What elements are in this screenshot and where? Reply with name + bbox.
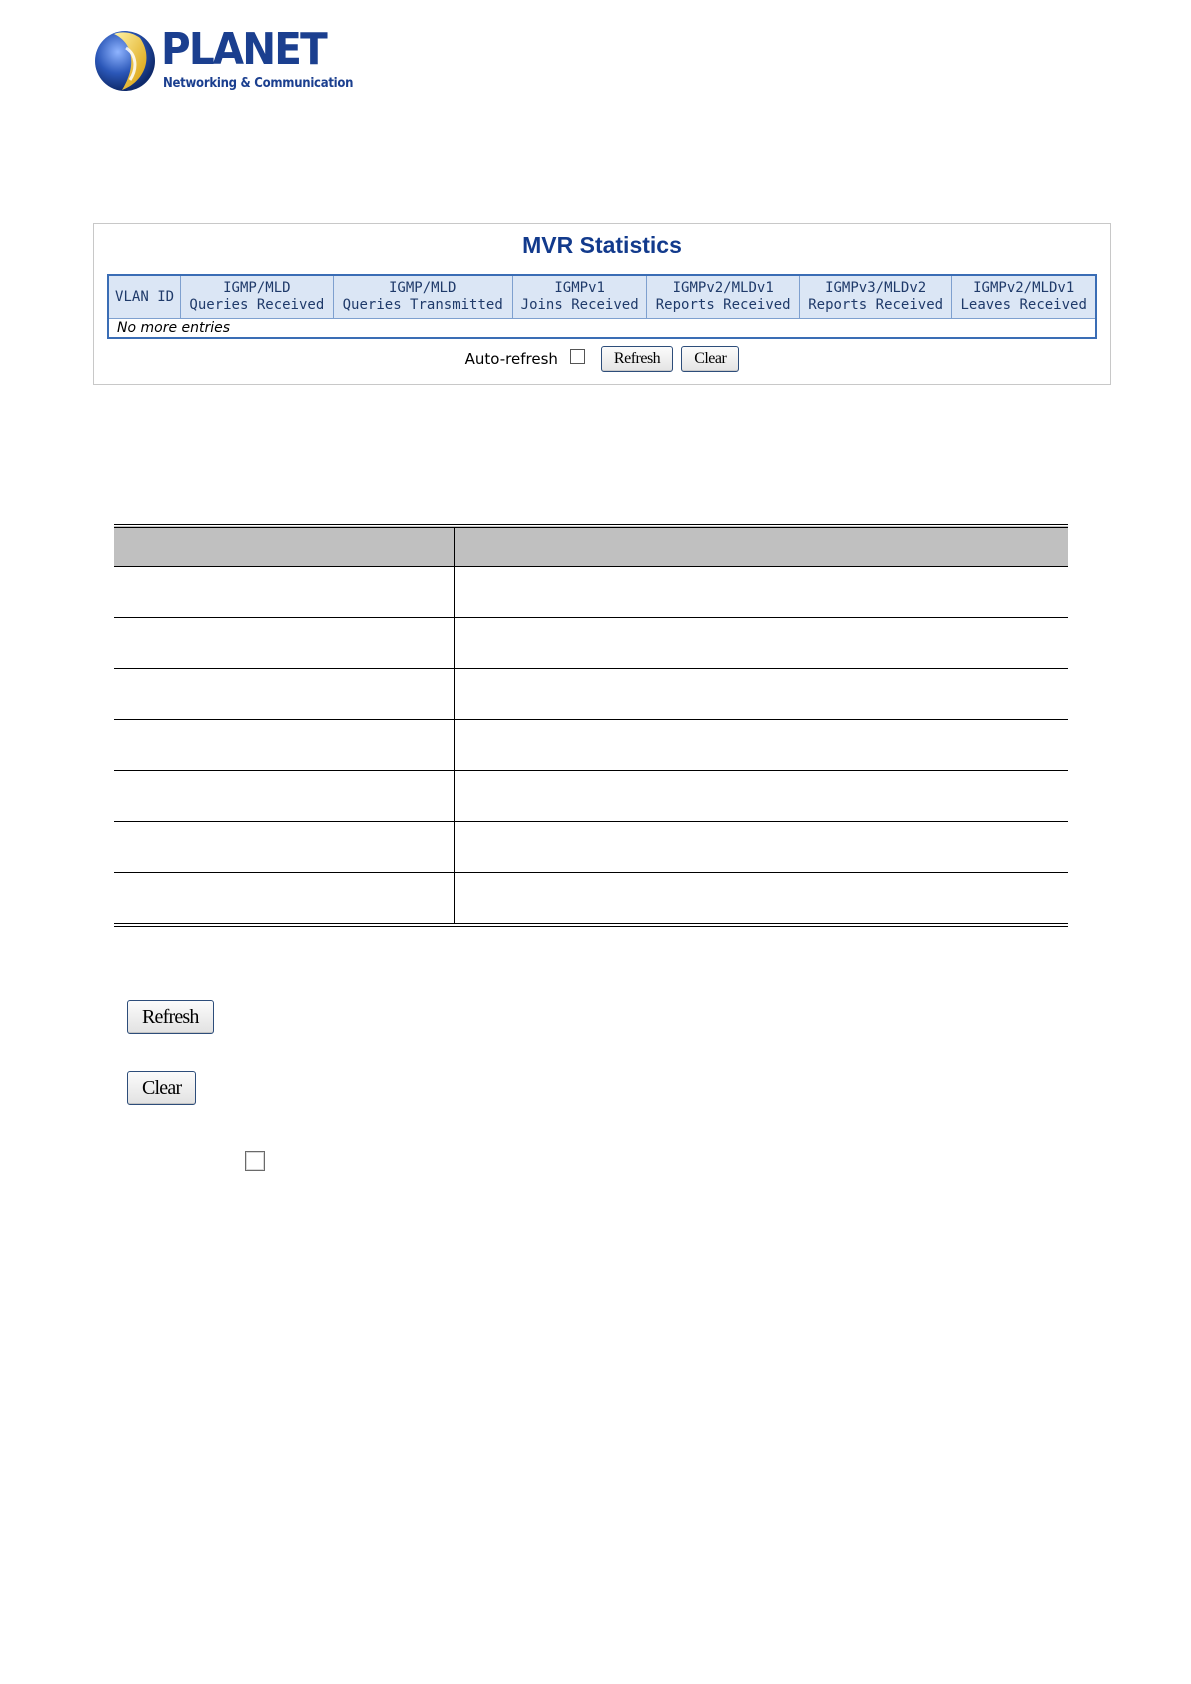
col-leaves-received: IGMPv2/MLDv1 Leaves Received [952,275,1096,319]
panel-controls [94,346,1110,372]
table-row [114,567,1068,618]
table-row [114,822,1068,873]
table-row [114,669,1068,720]
description-table [114,524,1068,927]
refresh-button-large[interactable]: Refresh [127,1000,214,1034]
mvr-statistics-panel [93,223,1111,385]
description-header-cell [455,526,1069,567]
col-v1-joins-received: IGMPv1 Joins Received [512,275,647,319]
table-row [114,771,1068,822]
auto-refresh-checkbox-large[interactable] [245,1151,265,1171]
mvr-statistics-table [107,274,1097,339]
panel-title: MVR Statistics [522,232,682,258]
col-queries-transmitted: IGMP/MLD Queries Transmitted [333,275,512,319]
refresh-button[interactable]: Refresh [601,346,673,372]
table-row [114,873,1068,926]
col-vlan-id: VLAN ID [108,275,181,319]
col-queries-received: IGMP/MLD Queries Received [181,275,333,319]
table-row [114,720,1068,771]
description-header-row [114,526,1068,567]
brand-tagline: Networking & Communication [163,76,354,91]
globe-logo-icon [92,28,158,94]
planet-logo [92,26,352,98]
clear-button-large[interactable]: Clear [127,1071,196,1105]
col-v3-reports-received: IGMPv3/MLDv2 Reports Received [799,275,951,319]
clear-button[interactable]: Clear [681,346,739,372]
table-row [108,319,1096,339]
empty-message: No more entries [108,319,1096,339]
table-header-row [108,275,1096,319]
col-v2-reports-received: IGMPv2/MLDv1 Reports Received [647,275,799,319]
brand-name: PLANET [161,24,326,75]
auto-refresh-checkbox[interactable] [570,349,585,364]
table-row [114,618,1068,669]
auto-refresh-label: Auto-refresh [464,350,558,368]
object-header-cell [114,526,455,567]
